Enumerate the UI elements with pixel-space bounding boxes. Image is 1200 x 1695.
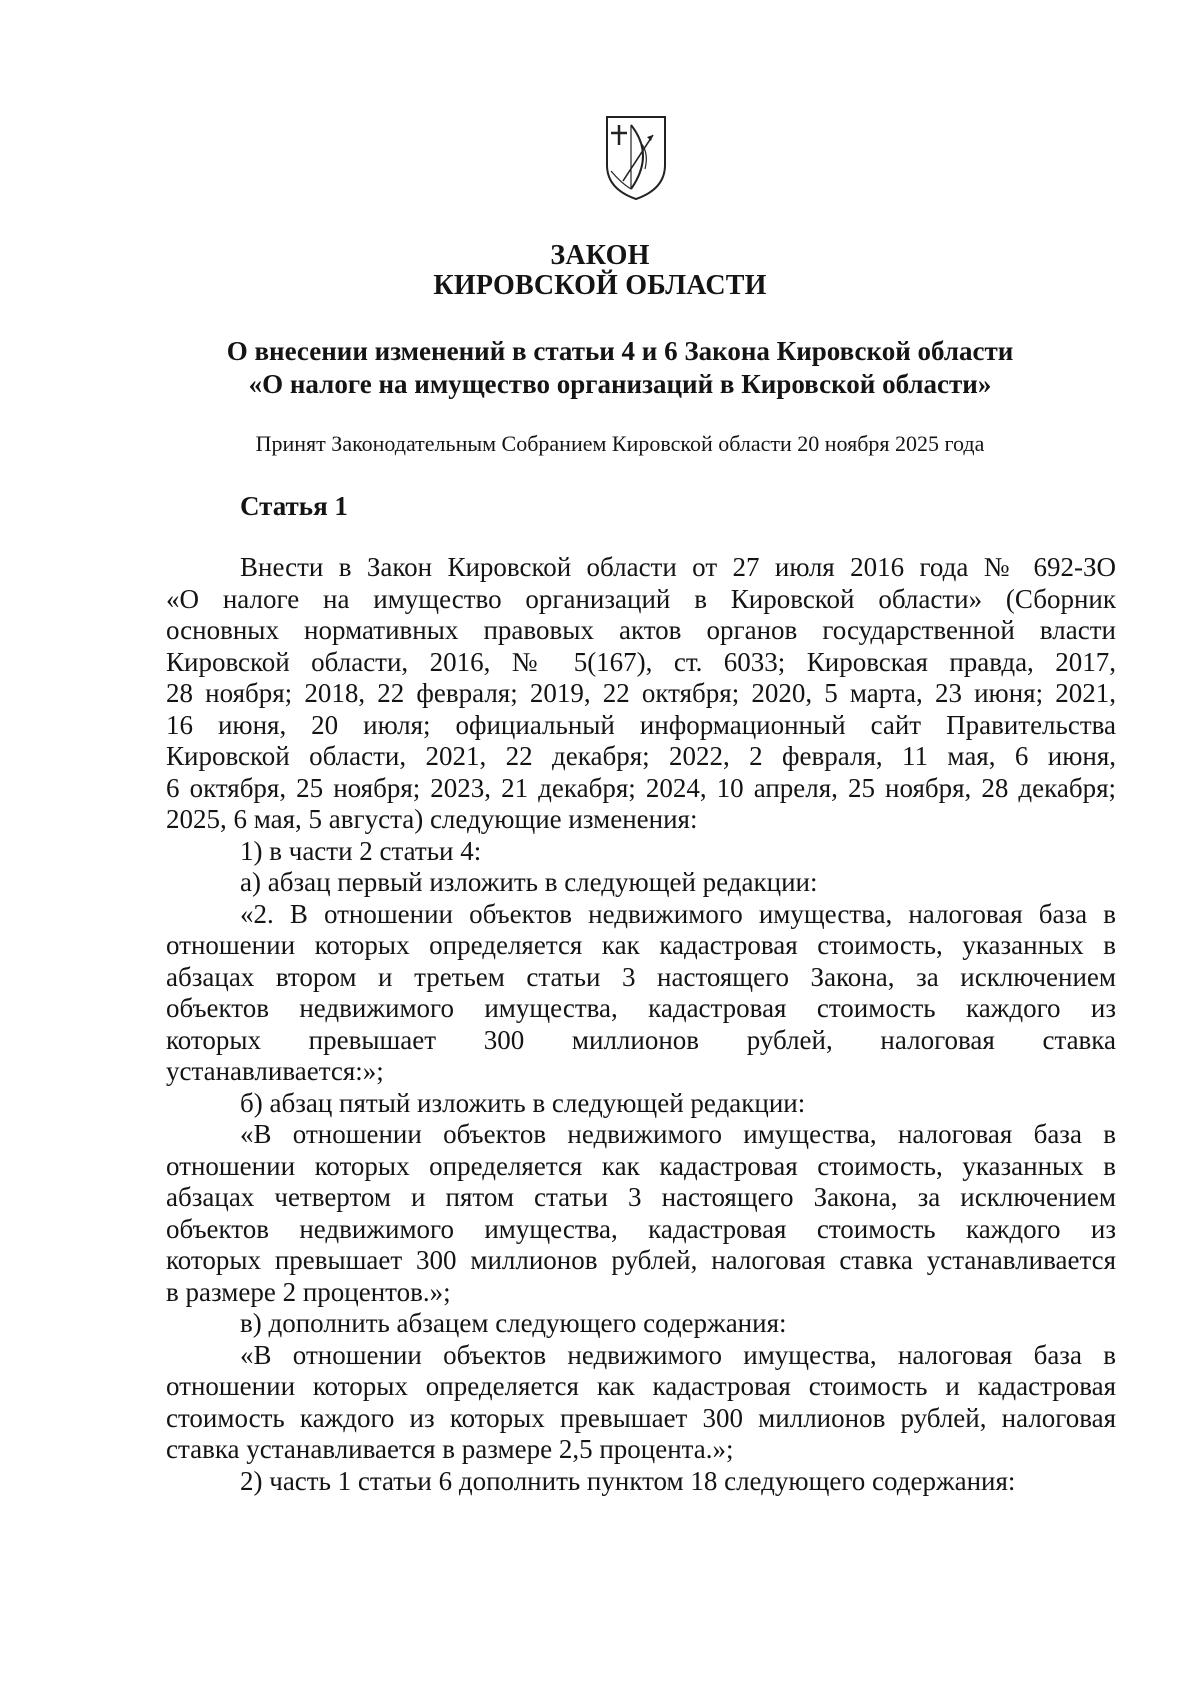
body-line: 1) в части 2 статьи 4: (240, 835, 482, 866)
body-line: Кировской области, 2016, № 5(167), ст. 6033; Кировская правда, 2017, (166, 646, 1116, 677)
law-title-line-1: ЗАКОН (550, 240, 650, 271)
body-line: «В отношении объектов недвижимого имущества, налоговая база в (240, 1339, 1116, 1370)
body-line: Внести в Закон Кировской области от 27 июля 2016 года № 692-ЗО (240, 552, 1116, 582)
body-line: абзацах втором и третьем статьи 3 настоящего Закона, за исключением (166, 961, 1116, 992)
body-line: в размере 2 процентов.»; (166, 1276, 451, 1307)
body-line: абзацах четвертом и пятом статьи 3 настоящего Закона, за исключением (166, 1182, 1116, 1212)
law-title-line-2: КИРОВСКОЙ ОБЛАСТИ (433, 270, 767, 301)
body-line: устанавливается:»; (166, 1056, 384, 1086)
body-line: отношении которых определяется как кадастровая стоимость, указанных в (166, 930, 1116, 960)
body-line: в) дополнить абзацем следующего содержания: (240, 1308, 787, 1338)
body-line: 16 июня, 20 июля; официальный информационный сайт Правительства (166, 709, 1116, 740)
body-line: а) абзац первый изложить в следующей редакции: (240, 867, 818, 897)
body-line: отношении которых определяется как кадастровая стоимость, указанных в (166, 1150, 1116, 1181)
law-subject-line-2: «О налоге на имущество организаций в Кировской области» (248, 369, 992, 399)
body-line: объектов недвижимого имущества, кадастровая стоимость каждого из (166, 1213, 1116, 1244)
adoption-note: Принят Законодательным Собранием Кировской области 20 ноября 2025 года (255, 431, 985, 456)
body-line: 6 октября, 25 ноября; 2023, 21 декабря; 2024, 10 апреля, 25 ноября, 28 декабря; (166, 772, 1116, 803)
body-line: основных нормативных правовых актов органов государственной власти (166, 615, 1116, 645)
body-line: б) абзац пятый изложить в следующей редакции: (240, 1087, 806, 1118)
body-line: «О налоге на имущество организаций в Кировской области» (Сборник (166, 583, 1116, 614)
body-line: 2) часть 1 статьи 6 дополнить пунктом 18 следующего содержания: (240, 1465, 1016, 1496)
body-line: «2. В отношении объектов недвижимого имущества, налоговая база в (240, 898, 1116, 929)
body-line: объектов недвижимого имущества, кадастровая стоимость каждого из (166, 993, 1116, 1023)
body-line: отношении которых определяется как кадастровая стоимость и кадастровая (166, 1371, 1116, 1401)
coat-of-arms-emblem (601, 113, 671, 203)
body-line: Кировской области, 2021, 22 декабря; 2022, 2 февраля, 11 мая, 6 июня, (166, 741, 1116, 771)
body-line: стоимость каждого из которых превышает 300 миллионов рублей, налоговая (166, 1402, 1116, 1433)
body-line: 2025, 6 мая, 5 августа) следующие изменения: (166, 804, 698, 834)
body-line: 28 ноября; 2018, 22 февраля; 2019, 22 октября; 2020, 5 марта, 23 июня; 2021, (166, 678, 1116, 708)
article-body (166, 552, 1116, 1497)
body-line: которых превышает 300 миллионов рублей, налоговая ставка устанавливается (166, 1245, 1116, 1275)
body-line: «В отношении объектов недвижимого имущества, налоговая база в (240, 1119, 1116, 1149)
article-heading: Статья 1 (240, 491, 348, 521)
body-line: которых превышает 300 миллионов рублей, налоговая ставка (166, 1024, 1116, 1055)
body-line: ставка устанавливается в размере 2,5 процента.»; (166, 1434, 734, 1464)
law-subject-line-1: О внесении изменений в статьи 4 и 6 Закона Кировской области (226, 336, 1014, 366)
